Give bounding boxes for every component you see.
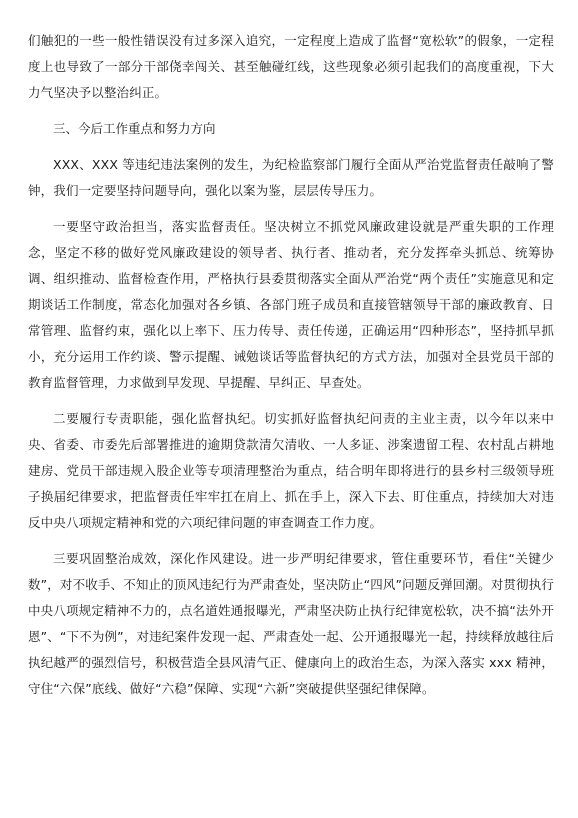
paragraph-point-two: 二要履行专责职能，强化监督执纪。切实抓好监督执纪问责的主业主责，以今年以来中央、省委、市委先后部署推进的逾期贷款清欠清收、一人多证、涉案遗留工程、农村乱占耕地建房、党员干部违规入股企业等专项清理整治为重点，结合明年即将进行的县乡村三级领导班子换届纪律要求，把监督责任牢牢扛在肩上、抓在手上，深入下去、盯住重点，持续加大对违反中央八项规定精神和党的六项纪律问题的审查调查工作力度。 [28,411,554,530]
paragraph-intro: XXX、XXX 等违纪违法案例的发生，为纪检监察部门履行全面从严治党监督责任敲响了警钟，我们一定要坚持问题导向，强化以案为鉴，层层传导压力。 [28,157,554,198]
paragraph-gap [28,142,554,152]
paragraph-gap [28,204,554,214]
paragraph-gap [28,396,554,406]
paragraph-continuation: 们触犯的一些一般性错误没有过多深入追究，一定程度上造成了监督“宽松软”的假象，一定程度上也导致了一部分干部侥幸闯关、甚至触碰红线，这些现象必须引起我们的高度重视，下大力气坚决予以整治纠正。 [28,33,554,100]
section-heading: 三、今后工作重点和努力方向 [53,121,216,136]
paragraph-gap [28,106,554,116]
document-page [28,28,554,702]
paragraph-gap [28,536,554,546]
paragraph-point-three: 三要巩固整治成效，深化作风建设。进一步严明纪律要求，管住重要环节，看住“关键少数”，对不收手、不知止的顶风违纪行为严肃查处，坚决防止“四风”问题反弹回潮。对贯彻执行中央八项规定精神不力的，点名道姓通报曝光，严肃坚决防止执行纪律宽松软，决不搞“法外开恩”、“下不为例”，对违纪案件发现一起、严肃查处一起、公开通报曝光一起，持续释放越往后执纪越严的强烈信号，积极营造全县风清气正、健康向上的政治生态，为深入落实 xxx 精神，守住“六保”底线、做好“六稳”保障、实现“六新”突破提供坚强纪律保障。 [28,551,554,696]
paragraph-point-one: 一要坚守政治担当，落实监督责任。坚决树立不抓党风廉政建设就是严重失职的工作理念，坚定不移的做好党风廉政建设的领导者、执行者、推动者，充分发挥牵头抓总、统筹协调、组织推动、监督检查作用，严格执行县委贯彻落实全面从严治党“两个责任”实施意见和定期谈话工作制度，常态化加强对各乡镇、各部门班子成员和直接管辖领导干部的廉政教育、日常管理、监督约束，强化以上率下、压力传导、责任传递，正确运用“四种形态”，坚持抓早抓小，充分运用工作约谈、警示提醒、诫勉谈话等监督执纪的方式方法，加强对全县党员干部的教育监督管理，力求做到早发现、早提醒、早纠正、早查处。 [28,219,554,390]
